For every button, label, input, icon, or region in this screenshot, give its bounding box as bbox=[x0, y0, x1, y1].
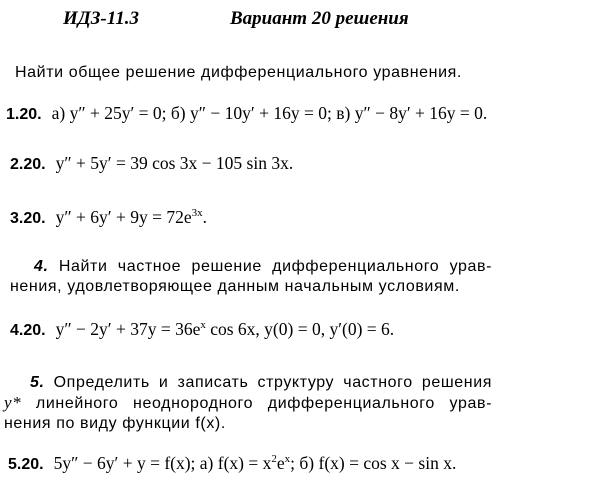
problem-number: 5.20. bbox=[8, 456, 44, 473]
problem-4 bbox=[10, 319, 394, 340]
task4-instruction: 4. Найти частное решение дифференциального урав- нения, удовлетворяющее данным начальным условиям. bbox=[10, 258, 493, 295]
problem-number: 2.20. bbox=[10, 156, 46, 173]
task5-instruction: 5. Определить и записать структуру частного решения y* линейного неоднородного дифференциального урав- нения по виду функции f(x). bbox=[4, 374, 493, 432]
problem-equation: $y'' - 2y' + 37y = 36e^x$ cos 6x, y(0) = 0, y′(0) = 6. bbox=[55, 319, 395, 339]
problem-number: 4.20. bbox=[10, 322, 46, 339]
problem-equation: $y'' + 6y' + 9y = 72e^{3x}$. bbox=[55, 207, 207, 227]
task-number: 4. bbox=[34, 258, 49, 275]
task-number: 5. bbox=[30, 374, 45, 391]
problem-number: 3.20. bbox=[10, 210, 46, 227]
problem-3 bbox=[10, 207, 207, 228]
problem-equation: а) y″ + 25y′ = 0; б) y″ − 10y′ + 16y = 0; в) y″ − 8y′ + 16y = 0. bbox=[51, 103, 488, 123]
problem-2 bbox=[10, 153, 293, 174]
problem-equation: y″ + 5y′ = 39 cos 3x − 105 sin 3x. bbox=[55, 153, 294, 173]
problem-number: 1.20. bbox=[6, 106, 42, 123]
problem-1 bbox=[6, 103, 487, 124]
problem-equation: 5y″ − 6y′ + y = f(x); а) $f(x) = x^2e^x$; б) f(x) = cos x − sin x. bbox=[53, 453, 457, 473]
doc-variant-title: Вариант 20 решения bbox=[230, 8, 409, 29]
task1-instruction: Найти общее решение дифференциального уравнения. bbox=[15, 64, 462, 81]
problem-5 bbox=[8, 453, 456, 474]
doc-code: ИДЗ-11.3 bbox=[63, 8, 139, 29]
y-star-symbol: y* bbox=[4, 393, 22, 412]
